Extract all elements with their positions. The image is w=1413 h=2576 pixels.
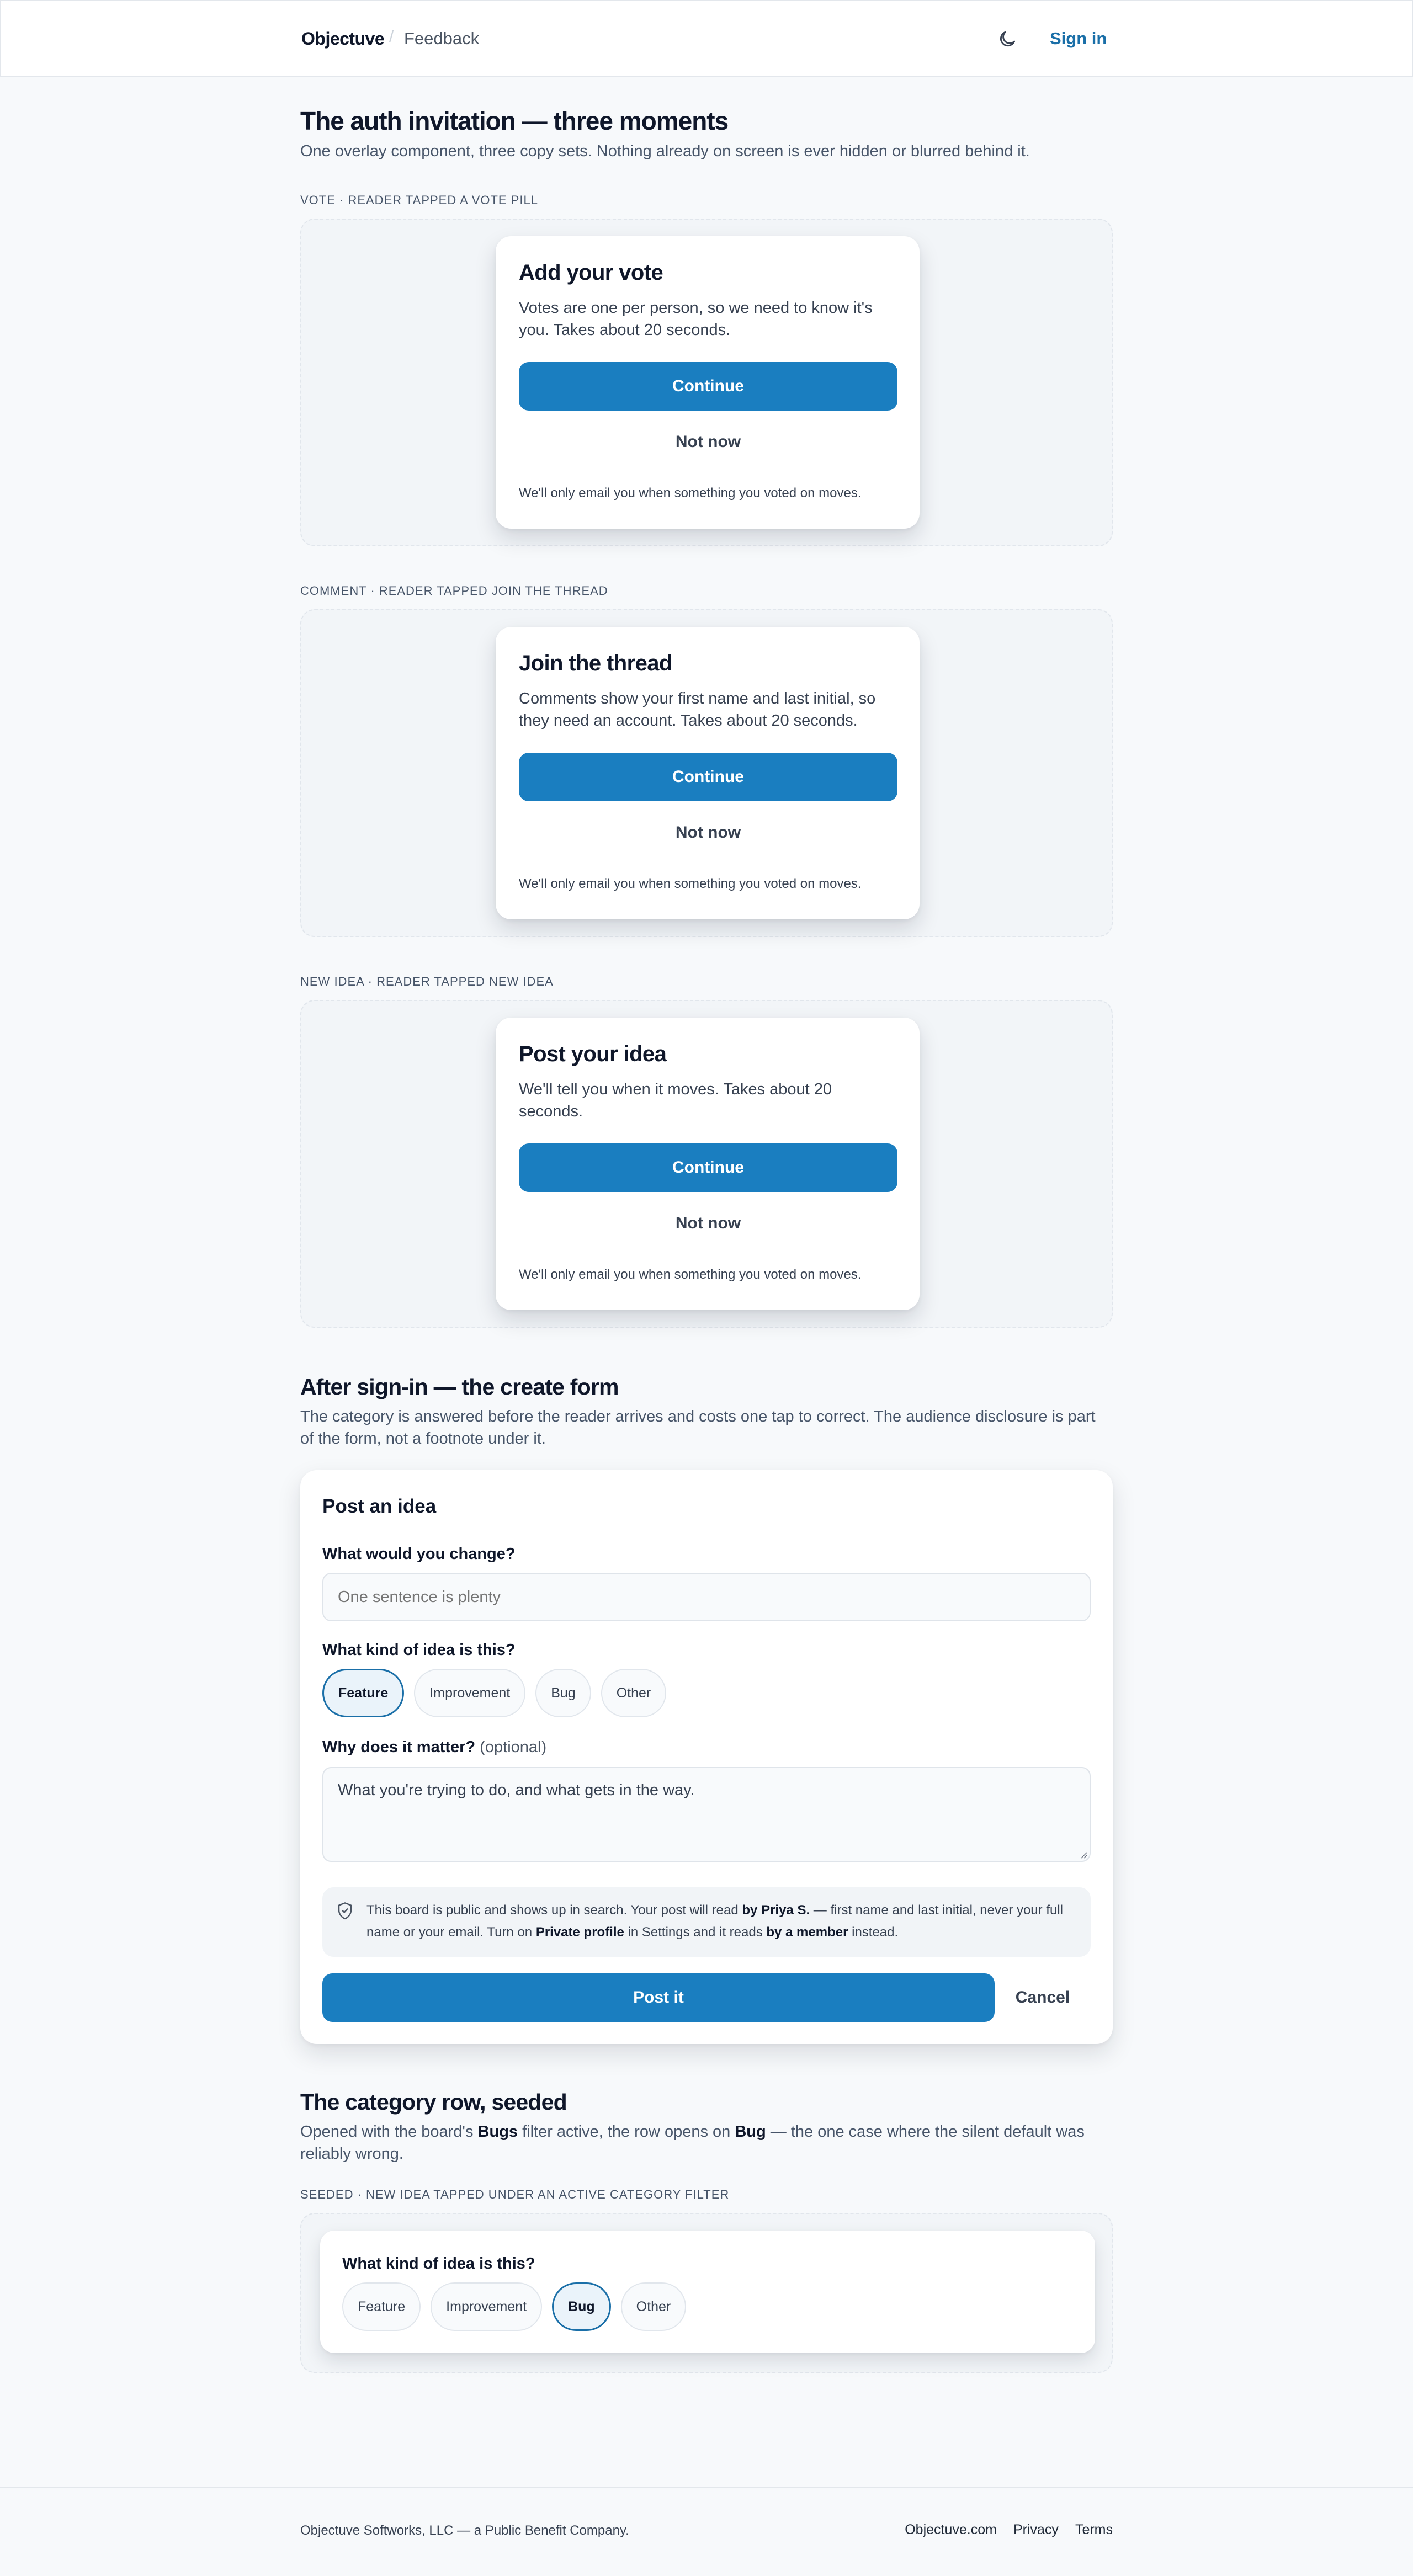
moment-comment-stage bbox=[300, 609, 1113, 937]
modal-title: Add your vote bbox=[519, 260, 663, 285]
modal-title: Join the thread bbox=[519, 651, 672, 675]
modal-body: We'll tell you when it moves. Takes about 20 seconds. bbox=[519, 1081, 832, 1120]
why-textarea[interactable] bbox=[322, 1767, 1091, 1862]
seeded-stage bbox=[300, 2213, 1113, 2373]
change-input[interactable] bbox=[322, 1573, 1091, 1621]
not-now-button[interactable]: Not now bbox=[519, 815, 897, 851]
category-chip-feature[interactable]: Feature bbox=[322, 1669, 404, 1717]
seeded-category-label: What kind of idea is this? bbox=[342, 2255, 535, 2272]
create-lede: The category is answered before the reader arrives and costs one tap to correct. The audience disclosure is part of the form, not a footnote under it. bbox=[300, 1408, 1096, 1447]
modal-title: Post your idea bbox=[519, 1042, 667, 1066]
why-label-text: Why does it matter? bbox=[322, 1738, 476, 1756]
intro-lede: One overlay component, three copy sets. Nothing already on screen is ever hidden or blurred behind it. bbox=[300, 142, 1030, 160]
footer bbox=[0, 2487, 1413, 2576]
moment-vote-eyebrow: VOTE · READER TAPPED A VOTE PILL bbox=[300, 193, 538, 207]
post-idea-form bbox=[300, 1470, 1113, 2044]
continue-button[interactable]: Continue bbox=[519, 753, 897, 801]
public-name-preview: by Priya S. bbox=[742, 1903, 810, 1918]
seeded-chip-bug[interactable]: Bug bbox=[552, 2282, 611, 2331]
why-label bbox=[322, 1738, 546, 1757]
why-placeholder: What you're trying to do, and what gets in the way. bbox=[338, 1781, 695, 1799]
sign-in-link[interactable]: Sign in bbox=[1050, 29, 1107, 48]
category-label: What kind of idea is this? bbox=[322, 1641, 516, 1659]
private-name-preview: by a member bbox=[766, 1925, 848, 1940]
top-bar bbox=[0, 0, 1413, 77]
form-title: Post an idea bbox=[322, 1495, 437, 1517]
seeded-chip-other[interactable]: Other bbox=[621, 2282, 687, 2331]
create-section-header bbox=[300, 1374, 1113, 1450]
auth-modal-vote bbox=[496, 236, 920, 529]
modal-body: Votes are one per person, so we need to know it's you. Takes about 20 seconds. bbox=[519, 299, 873, 339]
footer-legal: Objectuve Softworks, LLC — a Public Benefit Company. bbox=[300, 2523, 629, 2538]
category-chip-bug[interactable]: Bug bbox=[535, 1669, 591, 1717]
moment-vote-stage bbox=[300, 219, 1113, 546]
optional-tag: (optional) bbox=[480, 1738, 547, 1756]
modal-fine-print: We'll only email you when something you voted on moves. bbox=[519, 876, 862, 891]
section-link-feedback[interactable]: Feedback bbox=[404, 29, 480, 48]
page-title: The auth invitation — three moments bbox=[300, 107, 729, 135]
disclosure-text: This board is public and shows up in search. Your post will read by Priya S. — first name and last initial, never your full name or your email. Turn on Private profile in Settings and it reads by a member instead. bbox=[366, 1903, 1063, 1940]
seeded-chip-feature[interactable]: Feature bbox=[342, 2282, 421, 2331]
audience-disclosure bbox=[322, 1887, 1091, 1957]
not-now-button[interactable]: Not now bbox=[519, 1205, 897, 1242]
brand-logo[interactable]: Objectuve bbox=[301, 29, 385, 49]
footer-link-terms[interactable]: Terms bbox=[1075, 2522, 1113, 2537]
category-chip-row bbox=[322, 1669, 666, 1717]
continue-button[interactable]: Continue bbox=[519, 362, 897, 411]
shield-icon bbox=[337, 1902, 353, 1920]
moment-comment-eyebrow: COMMENT · READER TAPPED JOIN THE THREAD bbox=[300, 584, 608, 598]
post-it-button[interactable]: Post it bbox=[322, 1973, 995, 2022]
create-heading: After sign-in — the create form bbox=[300, 1374, 619, 1399]
moon-icon[interactable] bbox=[997, 29, 1018, 50]
modal-fine-print: We'll only email you when something you voted on moves. bbox=[519, 1267, 862, 1282]
seeded-chip-row bbox=[342, 2282, 686, 2331]
modal-fine-print: We'll only email you when something you voted on moves. bbox=[519, 486, 862, 501]
footer-link-site[interactable]: Objectuve.com bbox=[905, 2522, 997, 2537]
moment-new-idea-stage bbox=[300, 1000, 1113, 1328]
seeded-lede: Opened with the board's Bugs filter active, the row opens on Bug — the one case where the silent default was reliably wrong. bbox=[300, 2123, 1085, 2163]
modal-body: Comments show your first name and last initial, so they need an account. Takes about 20 seconds. bbox=[519, 690, 876, 730]
footer-links bbox=[905, 2522, 1113, 2538]
resize-handle-icon[interactable] bbox=[1079, 1850, 1087, 1859]
intro-section bbox=[300, 106, 1113, 162]
seeded-category-card bbox=[320, 2231, 1095, 2353]
not-now-button[interactable]: Not now bbox=[519, 424, 897, 460]
moment-new-idea-eyebrow: NEW IDEA · READER TAPPED NEW IDEA bbox=[300, 975, 554, 988]
category-chip-improvement[interactable]: Improvement bbox=[414, 1669, 525, 1717]
category-chip-other[interactable]: Other bbox=[601, 1669, 667, 1717]
seeded-heading: The category row, seeded bbox=[300, 2089, 567, 2115]
cancel-button[interactable]: Cancel bbox=[995, 1973, 1091, 2022]
seeded-eyebrow: SEEDED · NEW IDEA TAPPED UNDER AN ACTIVE CATEGORY FILTER bbox=[300, 2188, 730, 2201]
auth-modal-new-idea bbox=[496, 1018, 920, 1310]
footer-link-privacy[interactable]: Privacy bbox=[1013, 2522, 1059, 2537]
brand-separator: / bbox=[389, 28, 394, 46]
seeded-section-header bbox=[300, 2089, 1113, 2165]
auth-modal-comment bbox=[496, 627, 920, 919]
private-profile-setting: Private profile bbox=[535, 1925, 624, 1940]
seeded-chip-improvement[interactable]: Improvement bbox=[431, 2282, 542, 2331]
change-label: What would you change? bbox=[322, 1545, 516, 1563]
continue-button[interactable]: Continue bbox=[519, 1143, 897, 1192]
